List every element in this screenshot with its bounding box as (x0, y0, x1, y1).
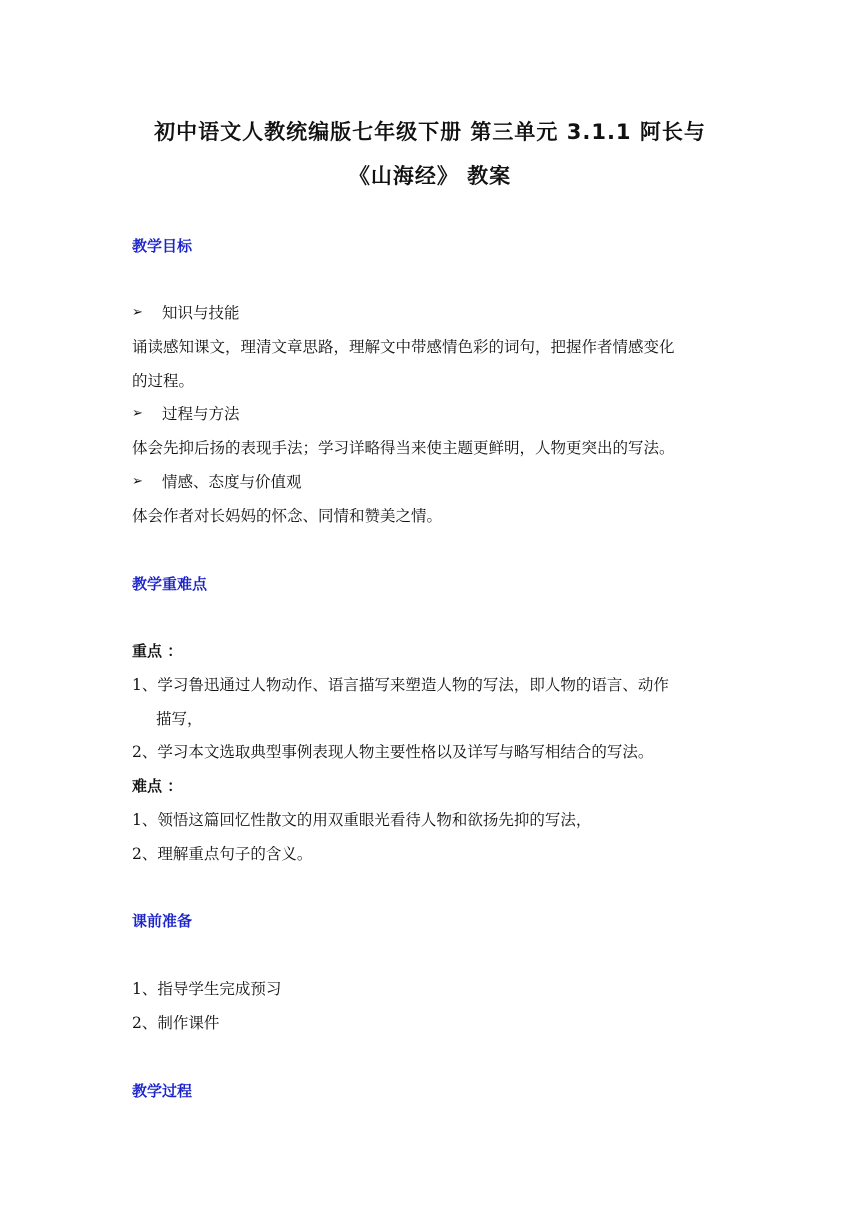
paragraph-line: 体会作者对长妈妈的怀念、同情和赞美之情。 (132, 507, 443, 525)
doc-title-line-1: 初中语文人教统编版七年级下册 第三单元 3.1.1 阿长与 (154, 120, 706, 144)
bullet-emotion-values (132, 472, 732, 492)
section-heading-objectives: 教学目标 (132, 237, 193, 255)
key-point-item: 2、学习本文选取典型事例表现人物主要性格以及详写与略写相结合的写法。 (132, 743, 654, 761)
key-point-label: 重点 ： (132, 642, 183, 660)
arrow-bullet-icon: ➢ (132, 406, 143, 421)
subheading-knowledge-skills: 知识与技能 (162, 304, 240, 322)
bullet-knowledge-skills (132, 303, 732, 323)
section-heading-key-points: 教学重难点 (132, 575, 208, 593)
paragraph-line: 体会先抑后扬的表现手法；学习详略得当来使主题更鲜明，人物更突出的写法。 (132, 439, 675, 457)
subheading-process-method: 过程与方法 (162, 405, 240, 423)
arrow-bullet-icon: ➢ (132, 305, 143, 320)
section-heading-process: 教学过程 (132, 1082, 193, 1100)
section-heading-preparation: 课前准备 (132, 912, 193, 930)
paragraph-line: 的过程。 (132, 372, 195, 390)
paragraph-line: 诵读感知课文，理清文章思路，理解文中带感情色彩的词句，把握作者情感变化 (132, 338, 675, 356)
arrow-bullet-icon: ➢ (132, 474, 143, 489)
preparation-item: 1、指导学生完成预习 (132, 980, 282, 998)
subheading-emotion-values: 情感、态度与价值观 (162, 473, 302, 491)
difficult-point-item: 2、理解重点句子的含义。 (132, 845, 313, 863)
key-point-item: 1、学习鲁迅通过人物动作、语言描写来塑造人物的写法，即人物的语言、动作 (132, 676, 669, 694)
difficult-point-item: 1、领悟这篇回忆性散文的用双重眼光看待人物和欲扬先抑的写法， (132, 811, 592, 829)
key-point-item-continued: 描写， (156, 710, 203, 728)
difficult-point-label: 难点 ： (132, 777, 183, 795)
preparation-item: 2、制作课件 (132, 1014, 220, 1032)
doc-title-line-2: 《山海经》 教案 (348, 164, 512, 188)
bullet-process-method (132, 404, 732, 424)
